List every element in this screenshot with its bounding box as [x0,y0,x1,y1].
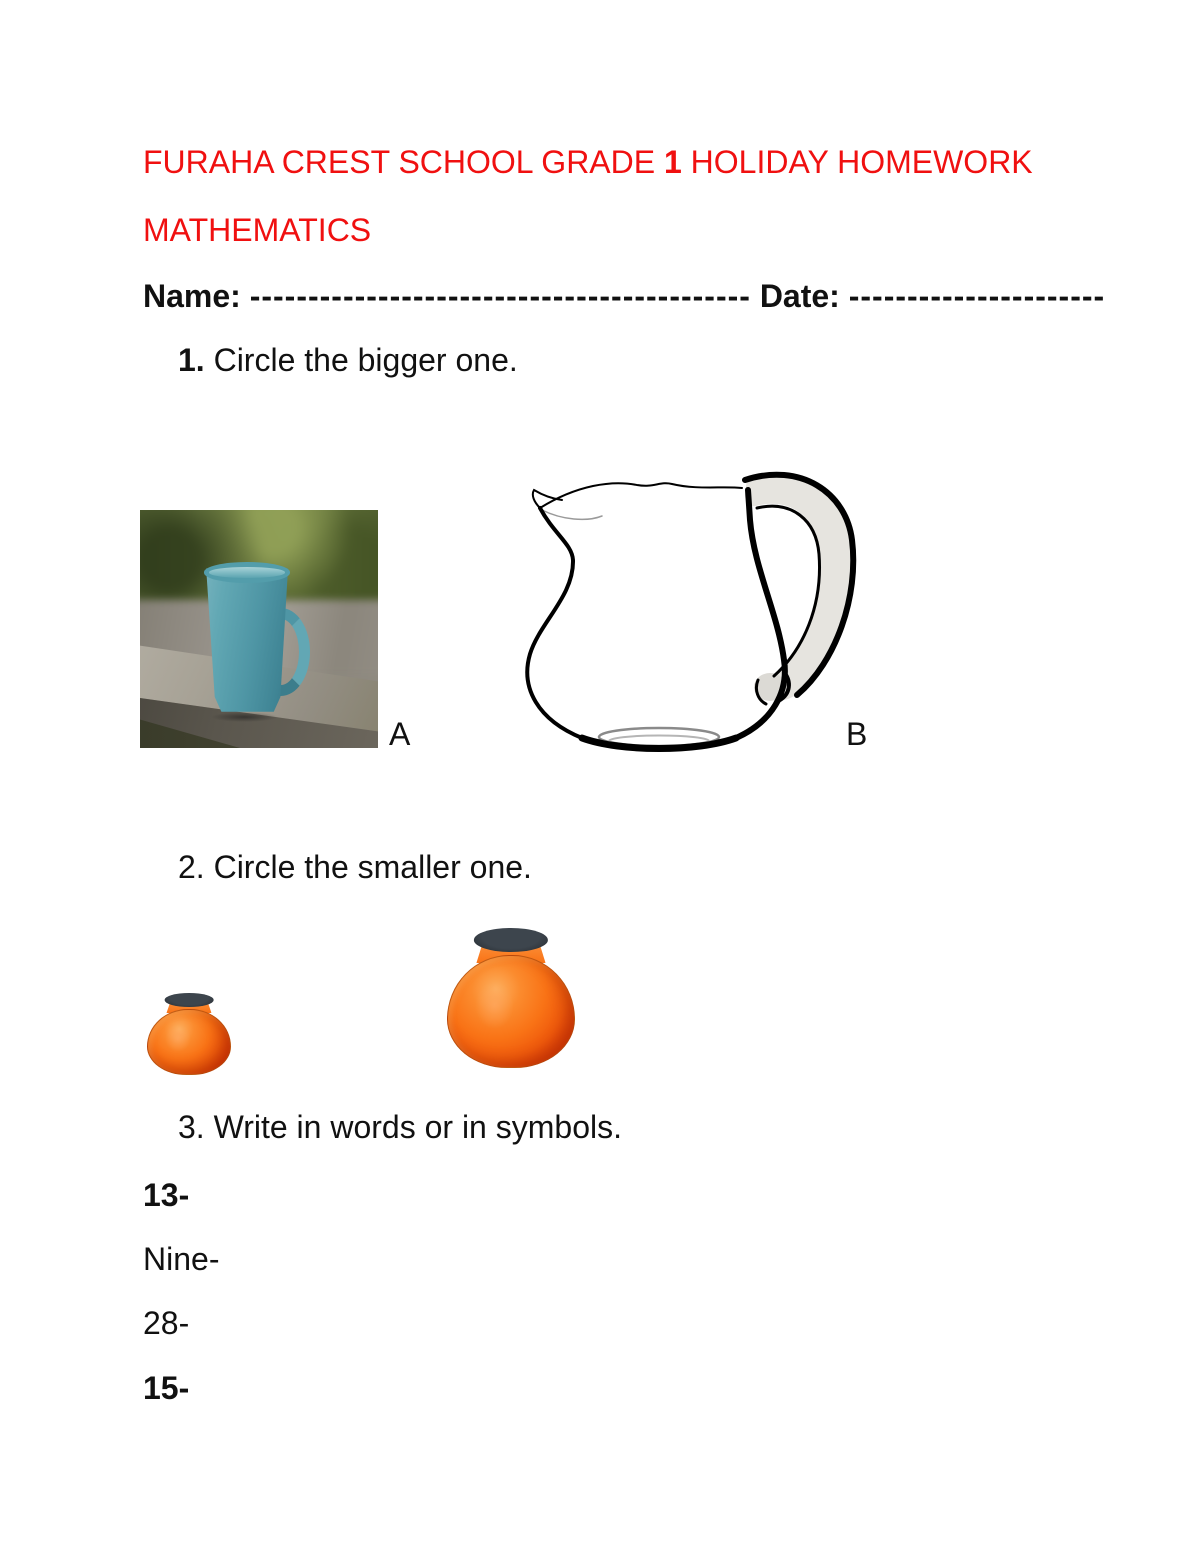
blue-mug [200,562,295,719]
subject-heading: MATHEMATICS [143,212,372,248]
title-grade-number: 1 [663,144,682,180]
title-post: HOLIDAY HOMEWORK [681,144,1033,180]
big-pot-opening [474,928,548,952]
mug-rim [204,562,290,582]
option-a-label: A [389,716,411,752]
exercise-item-28: 28- [143,1305,190,1341]
question-3 [178,1107,622,1147]
name-blank-dashes: ------------------------------------------- [249,278,751,314]
question-3-text: Write in words or in symbols. [213,1109,622,1145]
exercise-item-13: 13- [143,1177,190,1213]
question-3-number: 3. [178,1109,205,1145]
small-pot-highlight [165,1024,190,1052]
page-title [143,142,1033,182]
name-label: Name: [143,278,241,314]
question-1-number: 1. [178,342,205,378]
date-blank-dashes: ---------------------- [848,278,1106,314]
blue-mug-photo [140,510,378,748]
exercise-item-15: 15- [143,1370,190,1406]
big-pot-highlight [475,981,513,1029]
question-2 [178,847,532,887]
title-pre: FURAHA CREST SCHOOL GRADE [143,144,664,180]
exercise-item-nine: Nine- [143,1241,220,1277]
mug-body [200,567,295,715]
question-1 [178,340,518,380]
big-orange-pot [447,928,575,1068]
date-label: Date: [759,278,840,314]
name-date-line [143,276,1105,316]
question-2-text: Circle the smaller one. [213,849,532,885]
mug-shadow [211,712,278,721]
question-1-text: Circle the bigger one. [213,342,518,378]
glass-pitcher-drawing [498,450,866,760]
question-2-number: 2. [178,849,205,885]
option-b-label: B [846,716,868,752]
small-pot-opening [165,993,214,1007]
small-orange-pot [147,993,231,1075]
